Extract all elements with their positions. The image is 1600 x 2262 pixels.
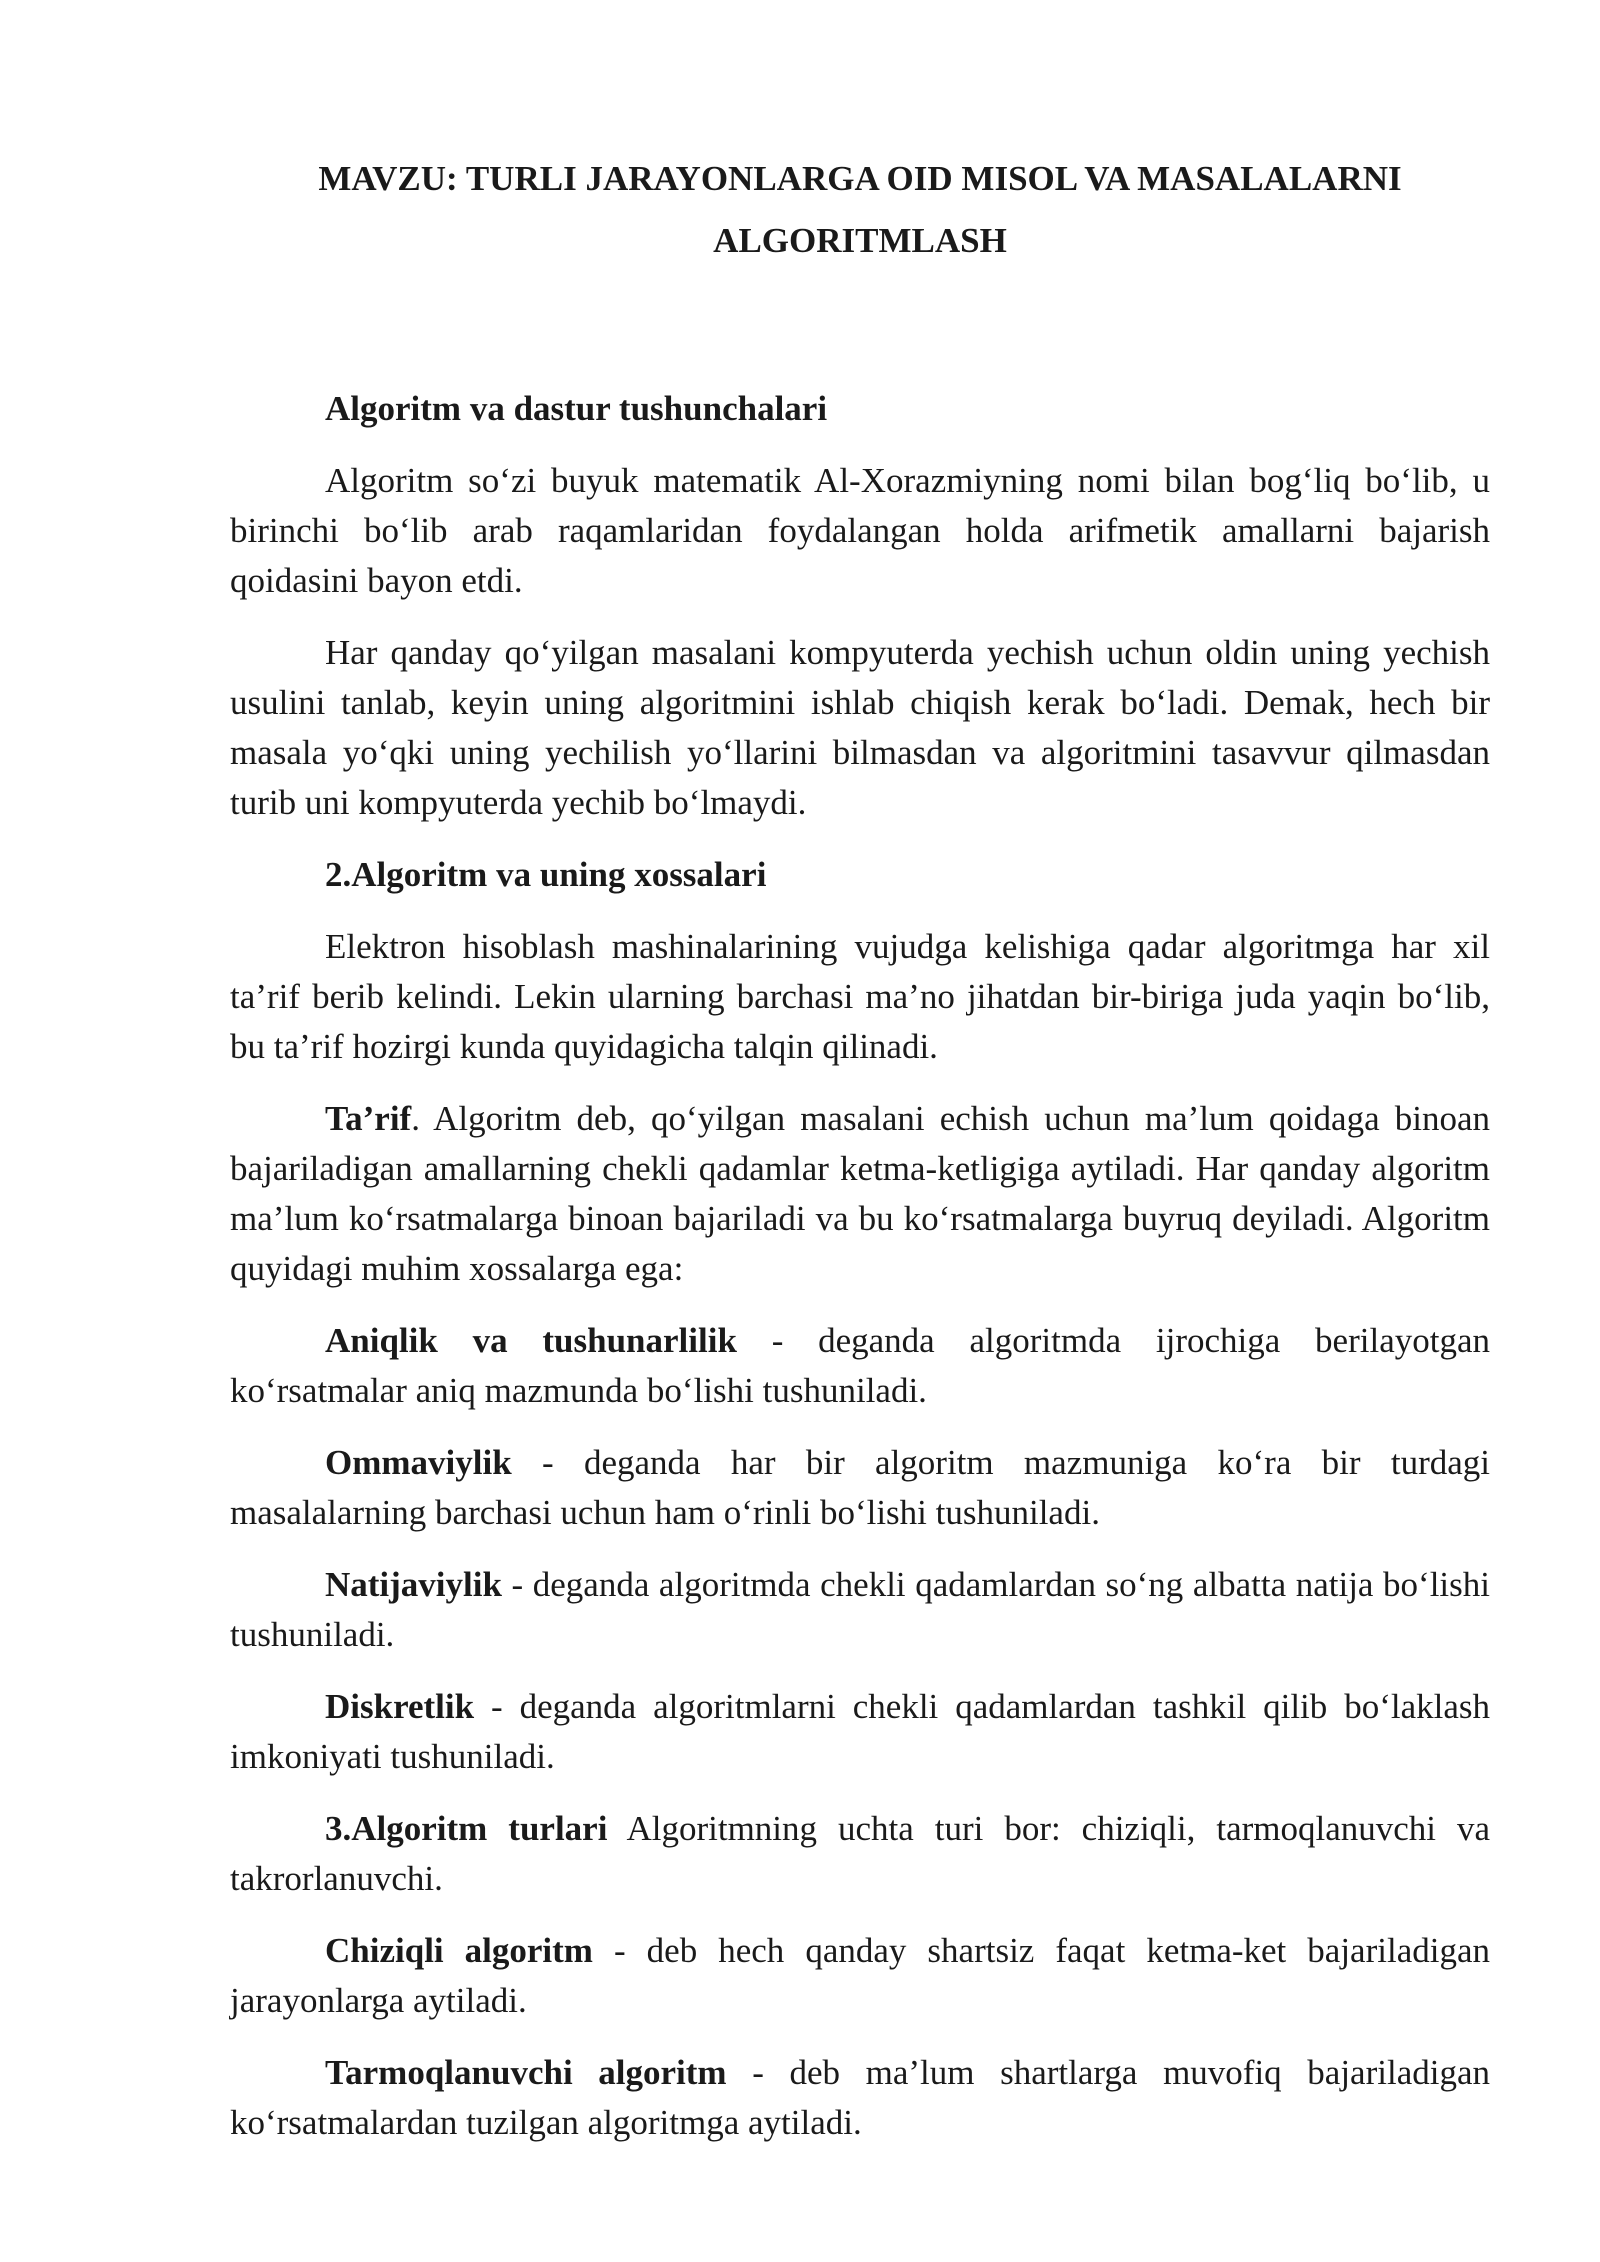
section-heading-3: 3.Algoritm turlari <box>325 1809 608 1848</box>
section-heading-1: Algoritm va dastur tushunchalari <box>325 389 828 428</box>
title-line-2: ALGORITMLASH <box>713 221 1007 260</box>
paragraph-property-aniqlik <box>230 1316 1490 1416</box>
term-aniqlik: Aniqlik va tushunarlilik <box>325 1321 737 1360</box>
paragraph-3: Elektron hisoblash mashinalarining vujudga kelishiga qadar algoritmga har xil ta’rif berib kelindi. Lekin ularning barchasi ma’no jihatdan bir-biriga juda yaqin bo‘lib, bu ta’rif hozirgi kunda quyidagicha talqin qilinadi. <box>230 927 1490 1066</box>
paragraph-tarmoqlanuvchi <box>230 2048 1490 2148</box>
paragraph-property-ommaviylik <box>230 1438 1490 1538</box>
property-aniqlik-text: - deganda algoritmda ijrochiga berilayotgan ko‘rsatmalar aniq mazmunda bo‘lishi tushuniladi. <box>230 1321 1490 1410</box>
chiziqli-text: - deb hech qanday shartsiz faqat ketma-ket bajariladigan jarayonlarga aytiladi. <box>230 1931 1490 2020</box>
paragraph-property-diskretlik <box>230 1682 1490 1782</box>
paragraph-algoritm-turlari <box>230 1804 1490 1904</box>
tarmoqlanuvchi-text: - deb ma’lum shartlarga muvofiq bajariladigan ko‘rsatmalardan tuzilgan algoritmga aytiladi. <box>230 2053 1490 2142</box>
term-diskretlik: Diskretlik <box>325 1687 475 1726</box>
term-natijaviylik: Natijaviylik <box>325 1565 502 1604</box>
document-page <box>230 148 1490 2170</box>
property-natijaviylik-text: - deganda algoritmda chekli qadamlardan so‘ng albatta natija bo‘lishi tushuniladi. <box>230 1565 1490 1654</box>
paragraph-property-natijaviylik <box>230 1560 1490 1660</box>
paragraph-chiziqli <box>230 1926 1490 2026</box>
term-tarmoqlanuvchi: Tarmoqlanuvchi algoritm <box>325 2053 727 2092</box>
section-heading-2: 2.Algoritm va uning xossalari <box>325 855 767 894</box>
term-chiziqli: Chiziqli algoritm <box>325 1931 593 1970</box>
property-ommaviylik-text: - deganda har bir algoritm mazmuniga ko‘ra bir turdagi masalalarning barchasi uchun ham o‘rinli bo‘lishi tushuniladi. <box>230 1443 1490 1532</box>
definition-text: . Algoritm deb, qo‘yilgan masalani echish uchun ma’lum qoidaga binoan bajariladigan amallarning chekli qadamlar ketma-ketligiga aytiladi. Har qanday algoritm ma’lum ko‘rsatmalarga binoan bajariladi va bu ko‘rsatmalarga buyruq deyiladi. Algoritm quyidagi muhim xossalarga ega: <box>230 1099 1490 1288</box>
title-line-1: MAVZU: TURLI JARAYONLARGA OID MISOL VA MASALALARNI <box>318 159 1402 198</box>
paragraph-2: Har qanday qo‘yilgan masalani kompyuterda yechish uchun oldin uning yechish usulini tanlab, keyin uning algoritmini ishlab chiqish kerak bo‘ladi. Demak, hech bir masala yo‘qki uning yechilish yo‘llarini bilmasdan va algoritmini tasavvur qilmasdan turib uni kompyuterda yechib bo‘lmaydi. <box>230 633 1490 822</box>
paragraph-1: Algoritm so‘zi buyuk matematik Al-Xorazmiyning nomi bilan bog‘liq bo‘lib, u birinchi bo‘lib arab raqamlaridan foydalangan holda arifmetik amallarni bajarish qoidasini bayon etdi. <box>230 461 1490 600</box>
term-tarif: Ta’rif <box>325 1099 412 1138</box>
property-diskretlik-text: - deganda algoritmlarni chekli qadamlardan tashkil qilib bo‘laklash imkoniyati tushuniladi. <box>230 1687 1490 1776</box>
term-ommaviylik: Ommaviylik <box>325 1443 512 1482</box>
document-title <box>230 148 1490 272</box>
paragraph-definition <box>230 1094 1490 1294</box>
algoritm-turlari-text: Algoritmning uchta turi bor: chiziqli, tarmoqlanuvchi va takrorlanuvchi. <box>230 1809 1490 1898</box>
